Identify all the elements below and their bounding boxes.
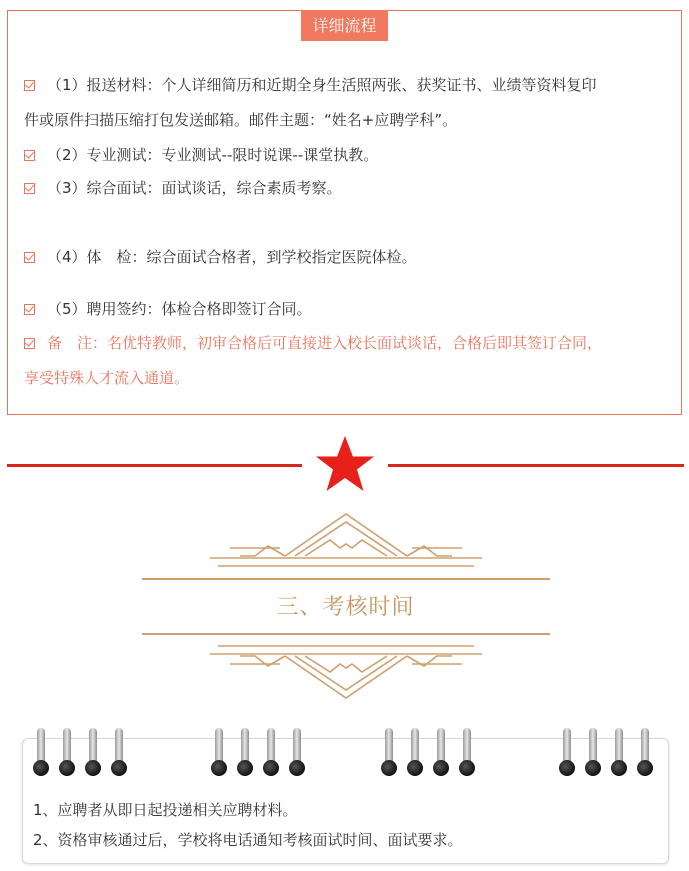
checkbox-check-icon: [24, 150, 35, 161]
process-item-1: （1）报送材料：个人详细简历和近期全身生活照两张、获奖证书、业绩等资料复印: [24, 74, 674, 95]
checkbox-check-icon: [24, 304, 35, 315]
process-item-3: （3）综合面试：面试谈话，综合素质考察。: [24, 177, 674, 198]
process-tag: 详细流程: [301, 10, 388, 41]
process-item-2: （2）专业测试：专业测试--限时说课--课堂执教。: [24, 144, 674, 165]
spiral-ring-icon: [33, 728, 653, 776]
checkbox-check-icon: [24, 338, 35, 349]
process-item-5: （5）聘用签约：体检合格即签订合同。: [24, 298, 674, 319]
section-title: 三、考核时间: [276, 595, 415, 620]
checkbox-check-icon: [24, 183, 35, 194]
process-note: 备 注：名优特教师，初审合格后可直接进入校长面试谈话，合格后即其签订合同，: [24, 332, 674, 353]
process-item-4: （4）体 检：综合面试合格者，到学校指定医院体检。: [24, 246, 674, 267]
spiral-rings: [0, 724, 689, 780]
schedule-item-1: 1、应聘者从即日起投递相关应聘材料。: [33, 801, 298, 819]
divider-left: [7, 464, 302, 467]
divider-right: [388, 464, 684, 467]
red-star-icon: [312, 433, 378, 499]
checkbox-check-icon: [24, 252, 35, 263]
process-item-1-cont: 件或原件扫描压缩打包发送邮箱。邮件主题：“姓名+应聘学科”。: [24, 111, 458, 129]
checkbox-check-icon: [24, 80, 35, 91]
process-box: [7, 10, 682, 415]
process-note-cont: 享受特殊人才流入通道。: [24, 369, 190, 387]
schedule-item-2: 2、资格审核通过后，学校将电话通知考核面试时间、面试要求。: [33, 831, 463, 849]
